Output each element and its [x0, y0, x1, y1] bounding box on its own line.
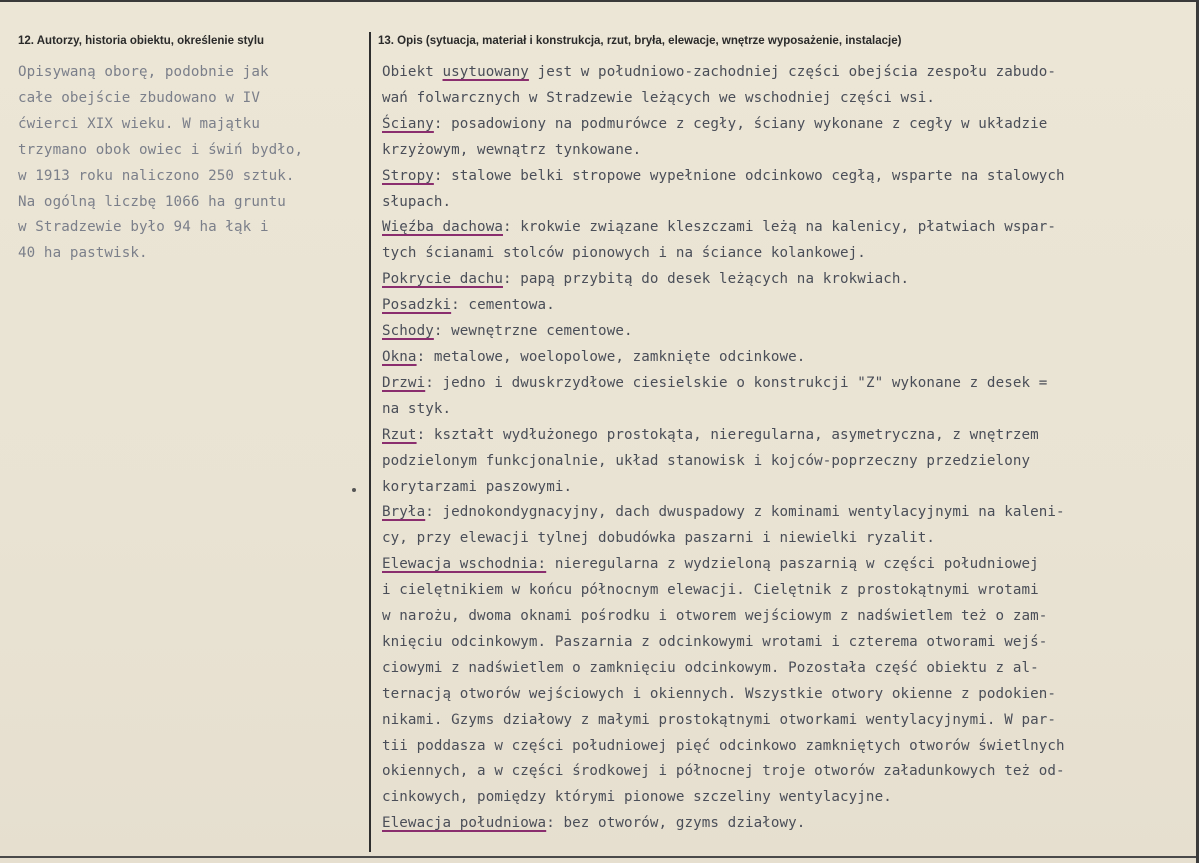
- text-line: [382, 190, 1194, 216]
- line-text: nieregularna z wydzieloną paszarnią w części południowej: [546, 556, 1039, 573]
- text-line: [382, 785, 1194, 811]
- line-text: : papą przybitą do desek leżących na krokwiach.: [502, 271, 910, 288]
- text-line: [382, 811, 1194, 837]
- line-text: krzyżowym, wewnątrz tynkowane.: [382, 141, 642, 158]
- section-12-text: [18, 60, 303, 267]
- line-text: : metalowe, woelopolowe, zamknięte odcinkowe.: [416, 348, 806, 365]
- text-line: trzymano obok owiec i świń bydło,: [18, 141, 304, 158]
- line-text: : jedno i dwuskrzydłowe ciesielskie o konstrukcji "Z" wykonane z desek =: [425, 374, 1048, 391]
- line-text: nikami. Gzyms działowy z małymi prostokątnymi otworkami wentylacyjnymi. W par-: [382, 711, 1057, 728]
- text-line: [382, 656, 1194, 682]
- underlined-label: Stropy: [382, 167, 434, 184]
- text-line: [382, 138, 1194, 164]
- text-line: [382, 86, 1194, 112]
- line-text: ciowymi z nadświetlem o zamknięciu odcinkowym. Pozostała część obiektu z al-: [382, 659, 1039, 676]
- text-line: Opisywaną oborę, podobnie jak: [18, 64, 269, 80]
- underlined-label: Elewacja wschodnia:: [382, 556, 547, 573]
- line-text: tii poddasza w części południowej pięć odcinkowo zamkniętych otworów świetlnych: [382, 737, 1065, 754]
- line-text: cinkowych, pomiędzy którymi pionowe szczeliny wentylacyjne.: [382, 789, 892, 806]
- column-divider: [369, 32, 371, 852]
- line-text: : kształt wydłużonego prostokąta, nieregularna, asymetryczna, z wnętrzem: [416, 426, 1039, 443]
- line-text: jest w południowo-zachodniej części obejścia zespołu zabudo-: [528, 64, 1057, 80]
- text-line: [382, 578, 1194, 604]
- underlined-label: Schody: [382, 323, 434, 340]
- underlined-label: Ściany: [382, 115, 434, 132]
- line-text: : stalowe belki stropowe wypełnione odcinkowo cegłą, wsparte na stalowych: [433, 167, 1065, 184]
- section-13-heading: 13. Opis (sytuacja, materiał i konstrukcja, rzut, bryła, elewacje, wnętrze wyposażenie, instalacje): [378, 35, 902, 47]
- text-line: [382, 241, 1194, 267]
- text-line: [382, 526, 1194, 552]
- line-text: wań folwarcznych w Stradzewie leżących we wschodniej części wsi.: [382, 89, 936, 106]
- line-text: knięciu odcinkowym. Paszarnia z odcinkowymi wrotami i czterema otworami wejś-: [382, 633, 1048, 650]
- text-line: w 1913 roku naliczono 250 sztuk.: [18, 167, 295, 184]
- underlined-label: Drzwi: [382, 374, 426, 391]
- text-line: w Stradzewie było 94 ha łąk i: [18, 219, 269, 236]
- text-line: Na ogólną liczbę 1066 ha gruntu: [18, 193, 286, 210]
- text-line: [382, 708, 1194, 734]
- text-line: 40 ha pastwisk.: [18, 245, 148, 262]
- text-line: [382, 215, 1194, 241]
- underlined-label: Pokrycie dachu: [382, 271, 503, 288]
- text-line: [382, 267, 1194, 293]
- underlined-label: Rzut: [382, 426, 417, 443]
- line-text: cy, przy elewacji tylnej dobudówka paszarni i niewielki ryzalit.: [382, 530, 936, 547]
- line-text: słupach.: [382, 193, 452, 210]
- line-text: na styk.: [382, 400, 452, 417]
- underlined-label: Posadzki: [382, 297, 452, 314]
- text-line: [382, 112, 1194, 138]
- line-prefix: Obiekt: [382, 64, 443, 80]
- underlined-label: Więźba dachowa: [382, 219, 503, 236]
- text-line: [382, 759, 1194, 785]
- text-line: [382, 319, 1194, 345]
- text-line: [382, 682, 1194, 708]
- text-line: [382, 734, 1194, 760]
- underlined-label: Elewacja południowa: [382, 815, 547, 832]
- text-line: [382, 60, 1194, 86]
- top-rule: [0, 0, 1199, 2]
- text-line: [382, 397, 1194, 423]
- text-line: [382, 449, 1194, 475]
- section-12-heading: 12. Autorzy, historia obiektu, określenie stylu: [18, 35, 265, 47]
- line-text: : cementowa.: [451, 297, 555, 314]
- text-line: [382, 604, 1194, 630]
- line-text: okiennych, a w części środkowej i północnej troje otworów załadunkowych też od-: [382, 763, 1065, 780]
- text-line: [382, 552, 1194, 578]
- text-line: [382, 371, 1194, 397]
- bottom-rule: [0, 856, 1199, 858]
- line-text: podzielonym funkcjonalnie, układ stanowisk i kojców-poprzeczny przedzielony: [382, 452, 1031, 469]
- text-line: ćwierci XIX wieku. W majątku: [18, 115, 260, 132]
- line-text: : posadowiony na podmurówce z cegły, ściany wykonane z cegły w układzie: [433, 115, 1048, 132]
- text-line: [382, 475, 1194, 501]
- text-line: [382, 293, 1194, 319]
- section-13-text: [382, 60, 1194, 837]
- line-text: tych ścianami stolców pionowych i na ściance kolankowej.: [382, 245, 866, 262]
- underlined-label: Okna: [382, 348, 417, 365]
- text-line: [382, 500, 1194, 526]
- underlined-label: usytuowany: [442, 64, 529, 80]
- line-text: ternacją otworów wejściowych i okiennych. Wszystkie otwory okienne z podokien-: [382, 685, 1057, 702]
- line-text: korytarzami paszowymi.: [382, 478, 573, 495]
- text-line: [382, 423, 1194, 449]
- text-line: [382, 345, 1194, 371]
- text-line: [382, 630, 1194, 656]
- line-text: : jednokondygnacyjny, dach dwuspadowy z kominami wentylacyjnymi na kaleni-: [425, 504, 1065, 521]
- line-text: : wewnętrzne cementowe.: [433, 323, 633, 340]
- text-line: całe obejście zbudowano w IV: [18, 89, 260, 106]
- line-text: : bez otworów, gzyms działowy.: [546, 815, 806, 832]
- line-text: w narożu, dwoma oknami pośrodku i otworem wejściowym z nadświetlem też o zam-: [382, 608, 1048, 625]
- line-text: : krokwie związane kleszczami leżą na kalenicy, płatwiach wspar-: [502, 219, 1057, 236]
- text-line: [382, 164, 1194, 190]
- punch-mark: [352, 488, 356, 492]
- line-text: i cielętnikiem w końcu północnym elewacji. Cielętnik z prostokątnymi wrotami: [382, 582, 1039, 599]
- underlined-label: Bryła: [382, 504, 426, 521]
